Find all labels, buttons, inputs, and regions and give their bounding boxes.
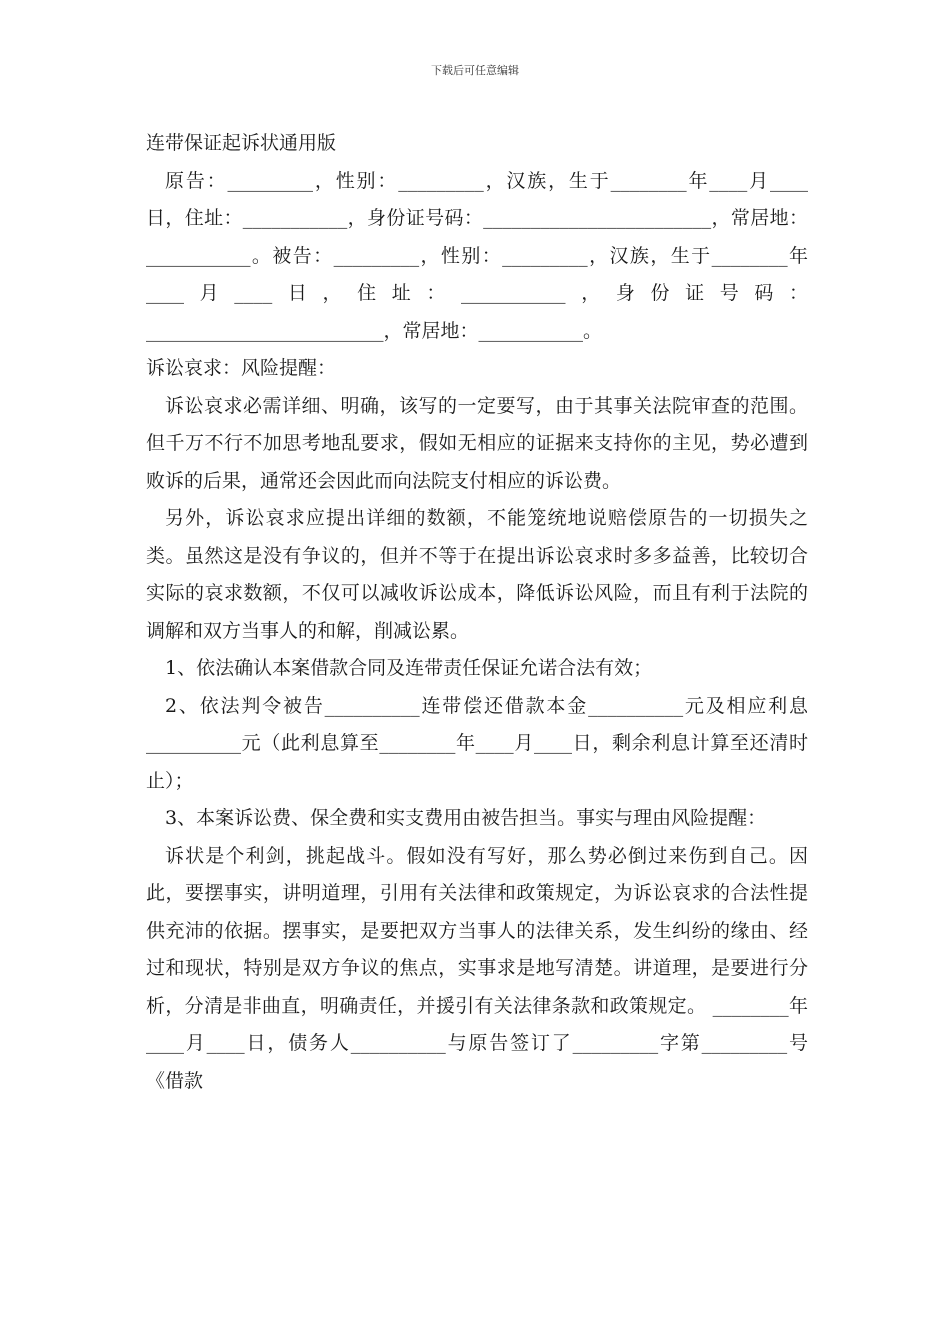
section-heading-claims: 诉讼哀求：风险提醒：: [146, 357, 337, 379]
facts-reasons-paragraph: 诉状是个利剑，挑起战斗。假如没有写好，那么势必倒过来伤到自己。因此，要摆事实，讲明道理，引用有关法律和政策规定，为诉讼哀求的合法性提供充沛的依据。摆事实，是要把双方当事人的法律关系，发生纠纷的缘由、经过和现状，特别是双方争议的焦点，实事求是地写清楚。讲道理，是要进行分析，分清是非曲直，明确责任，并援引有关法律条款和政策规定。 ________年____月____日，债务人__________与原告签订了_________字第_________号《借款: [146, 844, 808, 1092]
claims-amount-paragraph: 另外，诉讼哀求应提出详细的数额，不能笼统地说赔偿原告的一切损失之类。虽然这是没有争议的，但并不等于在提出诉讼哀求时多多益善，比较切合实际的哀求数额，不仅可以减收诉讼成本，降低诉讼风险，而且有利于法院的调解和双方当事人的和解，削减讼累。: [146, 507, 808, 642]
document-title: 连带保证起诉状通用版: [146, 132, 337, 154]
claim-item-2: 2、依法判令被告__________连带偿还借款本金__________元及相应利息__________元（此利息算至________年____月____日，剩余利息计算至还清时止）；: [146, 694, 808, 792]
party-info-paragraph: 原告：_________，性别：_________，汉族，生于________年____月____日，住址：___________，身份证号码：________________________，常居地：___________。被告：_________，性别：_________，汉族，生于________年____月____日，住址：___________，身份证号码：_________________________，常居地：___________。: [146, 169, 808, 342]
page-header: 下载后可任意编辑: [431, 64, 519, 77]
claim-item-1: 1、依法确认本案借款合同及连带责任保证允诺合法有效；: [165, 657, 653, 679]
claim-item-3: 3、本案诉讼费、保全费和实支费用由被告担当。事实与理由风险提醒：: [165, 807, 767, 829]
document-body: [146, 125, 808, 1100]
claims-note-paragraph: 诉讼哀求必需详细、明确，该写的一定要写，由于其事关法院审查的范围。但千万不行不加思考地乱要求，假如无相应的证据来支持你的主见，势必遭到败诉的后果，通常还会因此而向法院支付相应的诉讼费。: [146, 394, 808, 492]
